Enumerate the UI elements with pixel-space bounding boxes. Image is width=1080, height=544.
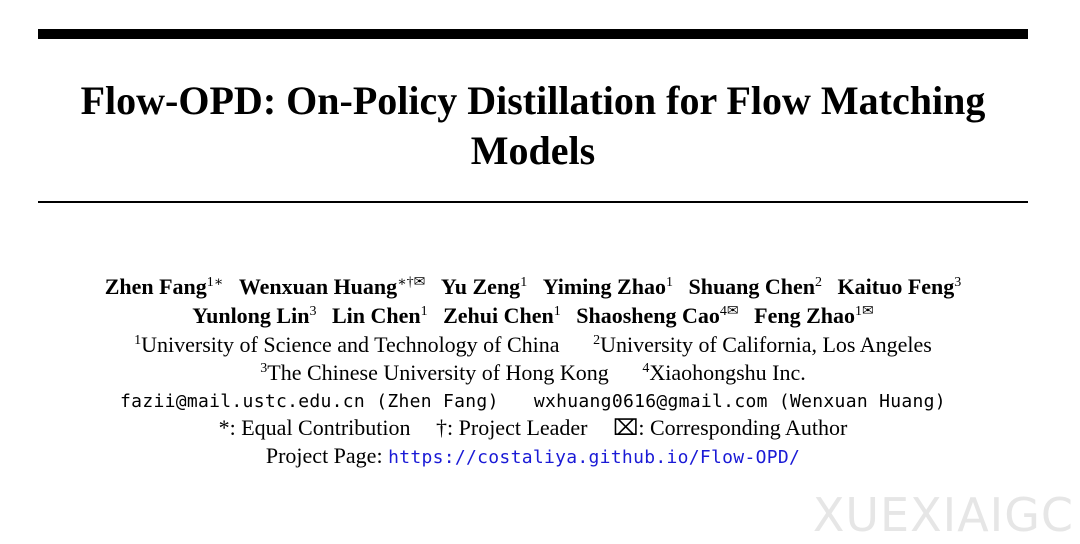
envelope-icon: ⌧ [613, 415, 639, 440]
author [688, 274, 822, 299]
author-marks: 3 [954, 275, 962, 290]
author [239, 274, 426, 299]
watermark: XUEXIAIGC [812, 488, 1074, 542]
email-row [20, 389, 1046, 415]
dagger-symbol: † [436, 415, 448, 440]
author [576, 303, 738, 328]
top-rule [38, 29, 1028, 39]
author-name: Kaituo Feng [837, 274, 955, 299]
asterisk-symbol: * [218, 415, 230, 440]
affiliation-number: 3 [260, 361, 268, 376]
affiliation-row-2 [20, 359, 1046, 387]
project-page-row [20, 442, 1046, 472]
paper-title [38, 76, 1028, 176]
affiliation-name: University of California, Los Angeles [600, 332, 932, 357]
author [332, 303, 428, 328]
author-name: Feng Zhao [754, 303, 856, 328]
note-equal-contribution [219, 415, 411, 440]
author-row-1 [20, 272, 1046, 301]
author-list [20, 272, 1046, 330]
author-marks: 1 [553, 304, 561, 319]
author-name: Wenxuan Huang [238, 274, 398, 299]
note-text: : Corresponding Author [638, 415, 848, 440]
author-marks: 1 [665, 275, 673, 290]
note-text: : Project Leader [447, 415, 588, 440]
email-owner: (Zhen Fang) [376, 391, 499, 412]
contribution-notes [20, 414, 1046, 442]
bottom-rule [38, 201, 1028, 203]
author [105, 274, 224, 299]
author [838, 274, 962, 299]
note-project-leader [436, 415, 588, 440]
author-name: Yu Zeng [440, 274, 521, 299]
author-marks: 1 [420, 304, 428, 319]
title-line-2: Models [470, 128, 596, 173]
email-entry [534, 391, 946, 412]
affiliation [642, 360, 805, 385]
author-row-2 [20, 301, 1046, 330]
author [443, 303, 561, 328]
email-address[interactable]: fazii@mail.ustc.edu.cn [120, 391, 366, 412]
title-line-1: Flow-OPD: On-Policy Distillation for Flow Matching [80, 78, 986, 123]
author [441, 274, 527, 299]
affiliation-number: 1 [134, 333, 142, 348]
email-entry [120, 391, 499, 412]
author-marks: 1 [520, 275, 528, 290]
email-owner: (Wenxuan Huang) [778, 391, 946, 412]
affiliation-name: University of Science and Technology of China [141, 332, 560, 357]
affiliation [593, 332, 932, 357]
author-marks: 2 [815, 275, 823, 290]
author [192, 303, 316, 328]
author-marks: 1∗ [206, 275, 224, 290]
affiliation-number: 4 [642, 361, 650, 376]
author-marks: ∗†✉ [397, 275, 426, 290]
author [754, 303, 874, 328]
project-page-label: Project Page: [265, 443, 383, 468]
author-name: Yiming Zhao [542, 274, 666, 299]
affiliation [260, 360, 609, 385]
note-corresponding-author [613, 415, 847, 440]
author-name: Shaosheng Cao [576, 303, 720, 328]
project-page-link[interactable]: https://costaliya.github.io/Flow-OPD/ [388, 447, 801, 468]
author-marks: 4✉ [719, 304, 739, 319]
affiliation-number: 2 [593, 333, 601, 348]
author-name: Yunlong Lin [192, 303, 310, 328]
author-marks: 1✉ [855, 304, 874, 319]
affiliation-name: The Chinese University of Hong Kong [267, 360, 609, 385]
author-marks: 3 [309, 304, 317, 319]
author [543, 274, 673, 299]
author-name: Shuang Chen [688, 274, 816, 299]
note-text: : Equal Contribution [229, 415, 411, 440]
affiliation-row-1 [20, 331, 1046, 359]
author-name: Lin Chen [331, 303, 421, 328]
affiliation-name: Xiaohongshu Inc. [649, 360, 806, 385]
email-address[interactable]: wxhuang0616@gmail.com [533, 391, 768, 412]
author-name: Zehui Chen [443, 303, 554, 328]
author-name: Zhen Fang [104, 274, 207, 299]
affiliation [134, 332, 559, 357]
